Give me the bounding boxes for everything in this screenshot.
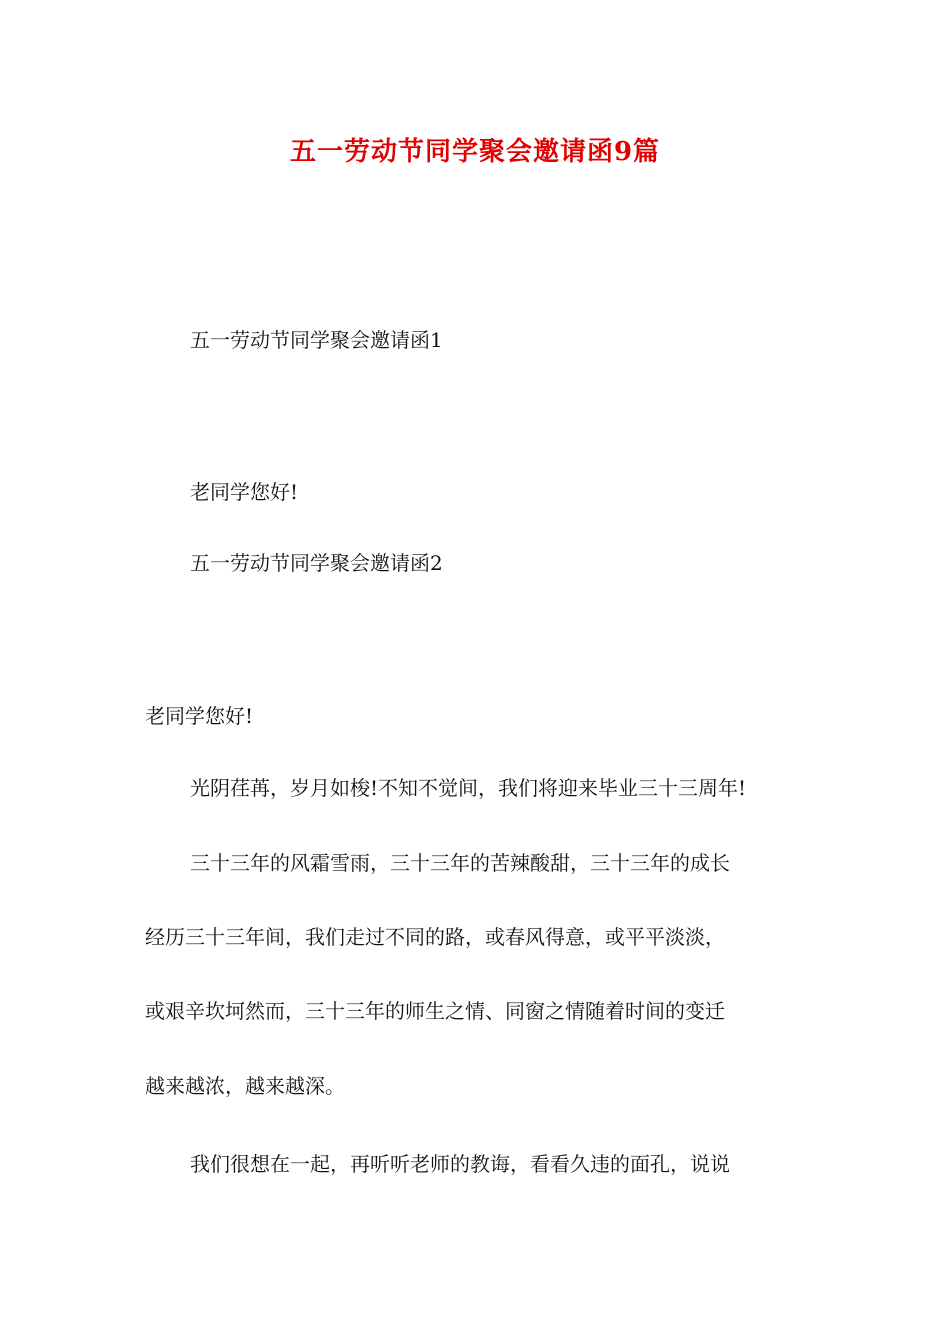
paragraph-greeting-1: 老同学您好! <box>190 480 299 504</box>
paragraph-body-2-line-3: 或艰辛坎坷然而，三十三年的师生之情、同窗之情随着时间的变迁 <box>145 999 725 1023</box>
paragraph-body-2-line-4: 越来越浓，越来越深。 <box>145 1074 345 1098</box>
paragraph-body-1: 光阴荏苒，岁月如梭!不知不觉间，我们将迎来毕业三十三周年! <box>190 776 747 800</box>
paragraph-heading-1: 五一劳动节同学聚会邀请函1 <box>190 328 443 352</box>
paragraph-body-3-line-1: 我们很想在一起，再听听老师的教诲，看看久违的面孔，说说 <box>190 1152 730 1176</box>
paragraph-heading-2: 五一劳动节同学聚会邀请函2 <box>190 551 443 575</box>
paragraph-greeting-2: 老同学您好! <box>145 704 254 728</box>
paragraph-body-2-line-1: 三十三年的风霜雪雨，三十三年的苦辣酸甜，三十三年的成长 <box>190 851 730 875</box>
document-title: 五一劳动节同学聚会邀请函9篇 <box>289 137 661 167</box>
paragraph-body-2-line-2: 经历三十三年间，我们走过不同的路，或春风得意，或平平淡淡， <box>145 925 725 949</box>
